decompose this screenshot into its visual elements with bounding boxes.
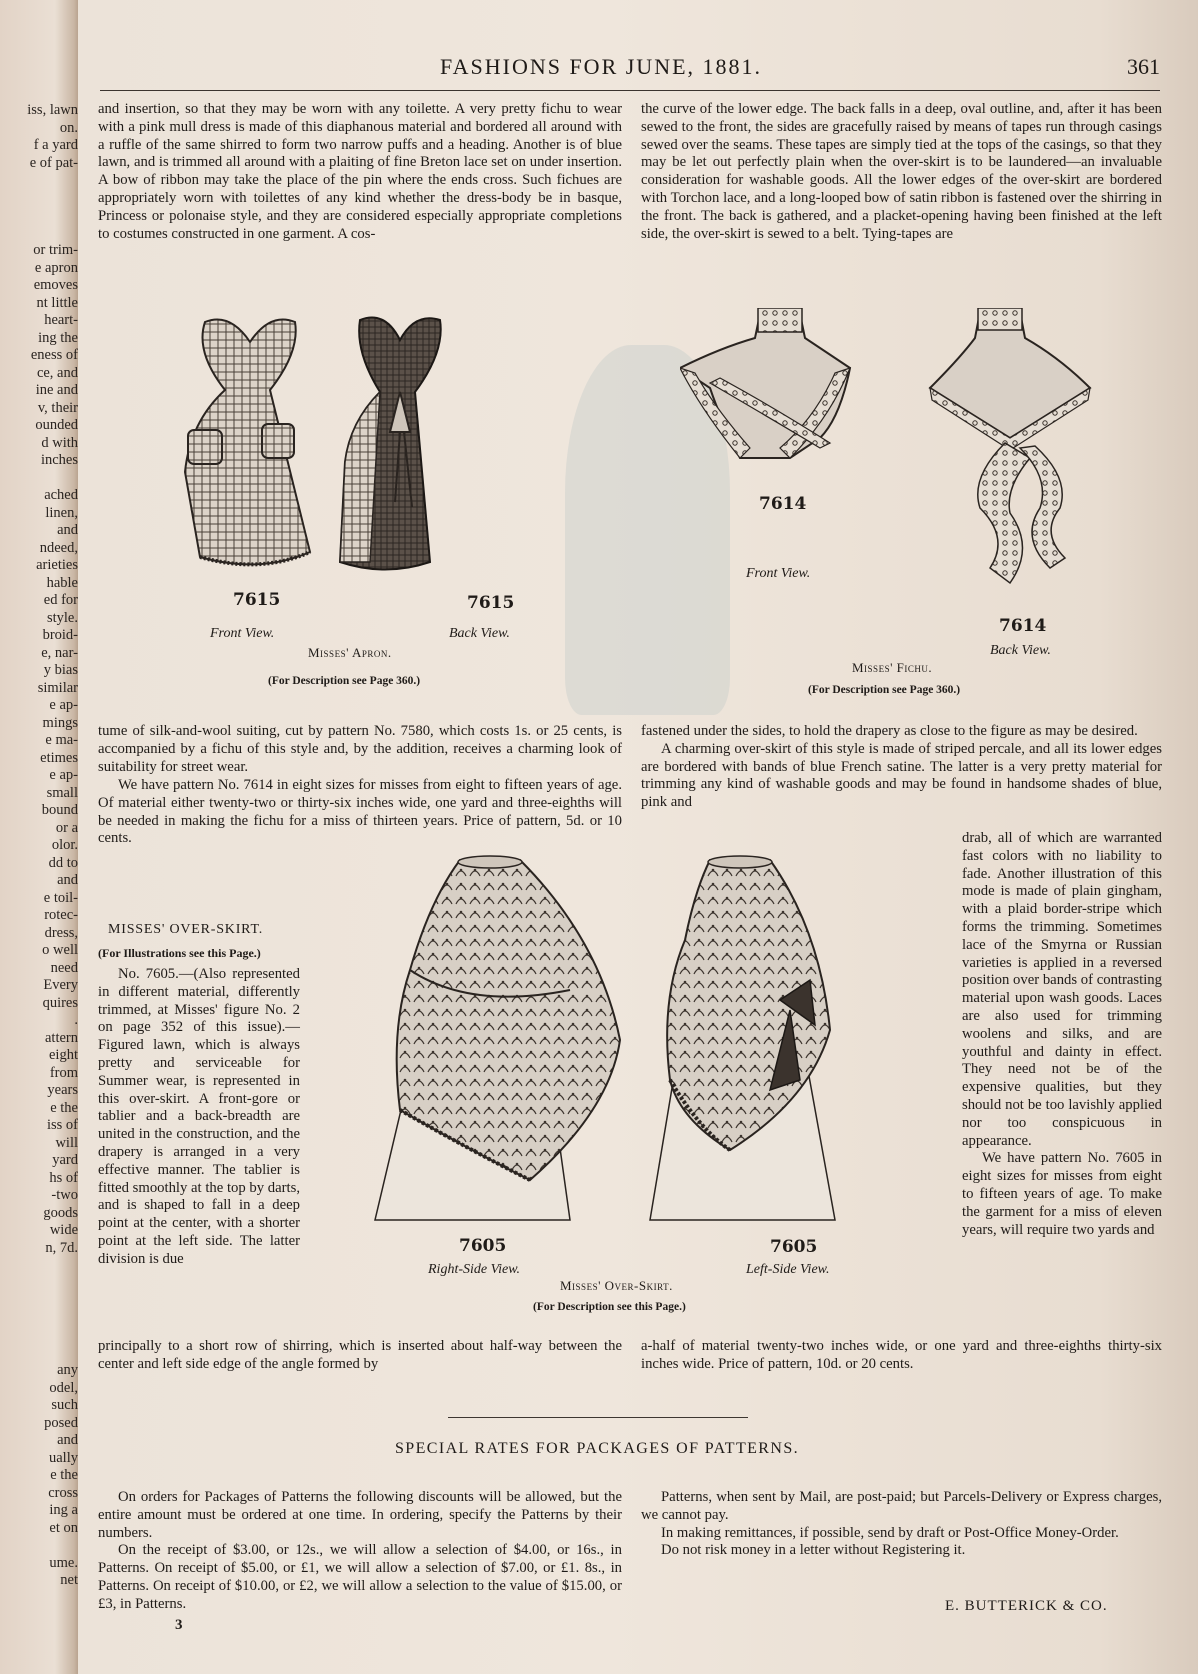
gutter-text-line: ached <box>44 487 78 503</box>
gutter-text-line: on. <box>59 119 78 136</box>
apron-front-drawing <box>185 320 310 565</box>
gutter-text-line: nt little <box>36 294 78 311</box>
gutter-text-line: o well <box>42 942 78 958</box>
apron-caption: Misses' Apron. <box>308 645 392 660</box>
paragraph: We have pattern No. 7605 in eight sizes for misses from eight to fifteen years of age. To make the garment for a miss of eleven years, will require two yards and <box>962 1150 1162 1238</box>
gutter-text-line: or a <box>55 819 78 836</box>
skirt-caption: Misses' Over-Skirt. <box>560 1278 673 1293</box>
gutter-text-line: ounded <box>35 417 78 433</box>
fichu-back-drawing <box>930 308 1090 583</box>
running-head <box>100 50 1160 91</box>
page-folio: 361 <box>1127 54 1160 79</box>
gutter-text-line: style. <box>46 609 78 626</box>
gutter-text-line: v, their <box>37 399 78 416</box>
gutter-text-line: need <box>50 959 78 976</box>
gutter-text-line: bound <box>41 802 78 818</box>
paragraph: Do not risk money in a letter without Registering it. <box>661 1542 966 1559</box>
mid-left-column <box>98 723 622 776</box>
paragraph: a-half of material twenty-two inches wide, or one yard and three-eighths thirty-six inches wide. Price of pattern, 10d. or 20 cents. <box>641 1338 1162 1372</box>
gutter-text-line: ce, and <box>36 364 78 381</box>
paragraph: the curve of the lower edge. The back falls in a deep, oval outline, and, after it has been sewed to the front, the sides are gracefully raised by means of tapes run through casings sewed over the seams. These tapes are simply tied at the tops of the casings, so that they may be let out perfectly plain when the over-skirt is to be laundered—an invaluable consideration for washable goods. All the lower edges of the over-skirt are bordered with Torchon lace, and a long-looped bow of satin ribbon is fastened over the shirring in the front. The back is gathered, and a placket-opening having been finished at the left side, the over-skirt is sewed to a belt. Tying-tapes are <box>641 101 1162 242</box>
skirt-left-view-label: Left-Side View. <box>746 1262 830 1277</box>
paragraph: On orders for Packages of Patterns the following discounts will be allowed, but the entire amount must be ordered at one time. In ordering, specify the Patterns by their numbers. <box>98 1489 622 1541</box>
gutter-text-line: from <box>49 1064 78 1081</box>
gutter-text-line: olor. <box>51 837 78 853</box>
gutter-text-line: e, nar- <box>41 644 78 661</box>
gutter-text-line: Every <box>43 977 78 993</box>
gutter-text-line: quires <box>42 994 78 1011</box>
gutter-text-line: e of pat- <box>29 154 78 171</box>
fichu-description-ref: (For Description see Page 360.) <box>808 684 961 696</box>
fichu-back-number: 7614 <box>999 616 1047 636</box>
paragraph: principally to a short row of shirring, which is inserted about half-way between the center and left side edge of the angle formed by <box>98 1338 622 1372</box>
gutter-text-line: ually <box>49 1449 78 1466</box>
gutter-text-line: net <box>60 1572 78 1588</box>
paragraph: Patterns, when sent by Mail, are post-paid; but Parcels-Delivery or Express charges, we cannot pay. <box>641 1489 1162 1523</box>
gutter-text-line: . <box>74 1012 78 1028</box>
gutter-text-line: emoves <box>33 277 78 293</box>
paragraph: No. 7605.—(Also represented in different material, differently trimmed, at Misses' figure No. 2 on page 352 of this issue).—Figured lawn, which is always pretty and serviceable for Summer wear, is represented in this over-skirt. A front-gore or tablier and a back-breadth are united in the construction, and the drapery is arranged in a very effective manner. The tablier is fitted smoothly at the top by darts, and is shaped to fall in a deep point at the center, with a shorter point at the left side. The latter division is due <box>98 966 300 1267</box>
skirt-right-number: 7605 <box>459 1236 507 1256</box>
gutter-text-line: iss of <box>46 1117 78 1133</box>
gutter-text-line: e ap- <box>49 767 78 783</box>
facing-page-gutter <box>0 0 78 1674</box>
special-rates-right <box>641 1489 1162 1560</box>
gutter-text-line: e ap- <box>49 697 78 713</box>
over-skirt-illustrations <box>370 850 890 1230</box>
gutter-text-line: odel, <box>49 1379 78 1396</box>
over-skirt-right-text <box>962 830 1162 1239</box>
gutter-text-line: rotec- <box>44 907 78 923</box>
apron-back-number: 7615 <box>467 593 515 613</box>
gutter-text-line: and <box>57 872 78 888</box>
gutter-text-line: wide <box>49 1222 78 1238</box>
gutter-text-line: ume. <box>49 1554 78 1571</box>
gutter-text-line: e toil- <box>43 889 78 906</box>
gutter-text-line: f a yard <box>33 137 78 153</box>
gutter-text-line: eness of <box>30 347 78 363</box>
gutter-text-line: ing the <box>38 329 78 346</box>
gutter-text-line: and <box>57 1432 78 1448</box>
gutter-text-line: small <box>46 784 78 801</box>
gutter-text-line: cross <box>48 1484 78 1501</box>
gutter-text-line: hs of <box>49 1169 78 1186</box>
fichu-caption: Misses' Fichu. <box>852 660 933 675</box>
gutter-text-line: ine and <box>35 382 78 398</box>
gutter-text-line: years <box>47 1082 78 1098</box>
gutter-text-line: yard <box>52 1152 78 1168</box>
over-skirt-subhead: (For Illustrations see this Page.) <box>98 946 261 960</box>
skirt-description-ref: (For Description see this Page.) <box>533 1301 686 1313</box>
fichu-front-drawing <box>680 308 850 458</box>
apron-front-view-label: Front View. <box>210 626 275 641</box>
gutter-text-line: goods <box>43 1204 78 1221</box>
gutter-text-line: e the <box>50 1467 78 1483</box>
apron-illustrations <box>150 312 450 597</box>
mid-left-column-2 <box>98 777 622 848</box>
gutter-text-line: will <box>55 1134 78 1151</box>
gutter-text-line: linen, <box>45 504 78 521</box>
gutter-text-line: posed <box>44 1414 78 1431</box>
publisher-signature: E. BUTTERICK & CO. <box>945 1598 1108 1614</box>
skirt-left-side-drawing <box>650 856 835 1220</box>
apron-front-number: 7615 <box>233 590 281 610</box>
mid-right-column <box>641 723 1162 812</box>
gutter-text-line: inches <box>40 452 78 468</box>
continuation-right <box>641 1338 1162 1374</box>
paragraph: In making remittances, if possible, send by draft or Post-Office Money-Order. <box>661 1524 1119 1541</box>
gutter-text-line: d with <box>41 434 78 451</box>
gutter-text-line: any <box>57 1362 78 1378</box>
section-rule <box>448 1417 748 1418</box>
gutter-text-line: etimes <box>40 749 78 766</box>
gutter-text-line: broid- <box>42 627 78 643</box>
apron-back-view-label: Back View. <box>449 626 510 641</box>
page-marker: 3 <box>175 1617 183 1633</box>
gutter-text-line: iss, lawn <box>27 102 78 118</box>
gutter-text-line: -two <box>51 1187 78 1203</box>
gutter-text-line: hable <box>46 574 78 591</box>
apron-back-drawing <box>340 318 441 570</box>
gutter-text-line: e ma- <box>45 732 78 748</box>
paragraph: A charming over-skirt of this style is made of striped percale, and all its lower edges are bordered with bands of blue French satine. The latter is a very pretty material for trimming any kind of washable goods and may be found in handsome shades of blue, pink and <box>641 740 1162 811</box>
fichu-back-view-label: Back View. <box>990 643 1051 658</box>
top-right-column <box>641 101 1162 243</box>
apron-description-ref: (For Description see Page 360.) <box>268 675 421 687</box>
gutter-text-line: arieties <box>36 557 78 573</box>
skirt-right-view-label: Right-Side View. <box>428 1262 521 1277</box>
special-rates-left <box>98 1489 622 1614</box>
paragraph: On the receipt of $3.00, or 12s., we will allow a selection of $4.00, or 16s., in Patterns. On receipt of $5.00, or £1, we will allow a selection of $7.00, or £1. 8s., in Patterns. On receipt of $10.00, or £2, we will allow a selection to the value of $15.00, or £3, in Patterns. <box>98 1542 622 1612</box>
gutter-text-line: eight <box>49 1047 78 1063</box>
gutter-text-line: dress, <box>44 924 78 941</box>
fichu-illustrations <box>680 308 1120 638</box>
gutter-text-line: attern <box>44 1029 78 1046</box>
gutter-text-line: n, 7d. <box>45 1239 78 1256</box>
running-title: FASHIONS FOR JUNE, 1881. <box>440 54 763 79</box>
fichu-front-number: 7614 <box>759 494 807 514</box>
paragraph: fastened under the sides, to hold the drapery as close to the figure as may be desired. <box>641 723 1138 739</box>
gutter-text-line: or trim- <box>33 242 78 258</box>
gutter-text-line: dd to <box>48 854 78 871</box>
paragraph: tume of silk-and-wool suiting, cut by pattern No. 7580, which costs 1s. or 25 cents, is accompanied by a fichu of this style and, by the addition, receives a charming look of suitability for street wear. <box>98 723 622 775</box>
gutter-text-line: e apron <box>34 259 78 276</box>
continuation-left <box>98 1338 622 1374</box>
over-skirt-heading: MISSES' OVER-SKIRT. <box>108 922 264 937</box>
paragraph: We have pattern No. 7614 in eight sizes for misses from eight to fifteen years of age. Of material either twenty-two or thirty-six inches wide, one yard and three-eighths will be needed in making the fichu for a miss of thirteen years. Price of pattern, 5d. or 10 cents. <box>98 777 622 847</box>
special-rates-title: SPECIAL RATES FOR PACKAGES OF PATTERNS. <box>395 1440 800 1457</box>
gutter-text-line: and <box>57 522 78 538</box>
skirt-right-side-drawing <box>375 856 620 1220</box>
gutter-text-line: ndeed, <box>39 539 78 556</box>
gutter-text-line: heart- <box>44 312 78 328</box>
gutter-text-line: e the <box>50 1099 78 1116</box>
fichu-front-view-label: Front View. <box>746 566 811 581</box>
skirt-left-number: 7605 <box>770 1237 818 1257</box>
gutter-text-line: mings <box>42 714 78 731</box>
over-skirt-left-text <box>98 966 300 1269</box>
top-left-column <box>98 101 622 243</box>
gutter-text-line: ed for <box>43 592 78 608</box>
paragraph: drab, all of which are warranted fast colors with no liability to fade. Another illustration of this mode is made of plain gingham, with a plaid border-stripe which forms the trimming. Sometimes lace of the Smyrna or Russian varieties is applied in a reversed position over bands of contrasting material upon wash goods. Laces are also used for trimming woolens and silks, and are youthful and dainty in effect. They need not be of the expensive qualities, but they should not be too lavishly applied nor too conspicuous in appearance. <box>962 830 1162 1149</box>
gutter-text-line: y bias <box>43 662 78 678</box>
paragraph: and insertion, so that they may be worn with any toilette. A very pretty fichu to wear with a pink mull dress is made of this diaphanous material and bordered all around with a ruffle of the same shirred to form two narrow puffs and a heading. Another is of blue lawn, and is trimmed all around with a plaiting of fine Breton lace set on under insertion. A bow of ribbon may take the place of the pin where the ends cross. Such fichues are appropriately worn with toilettes of any kind whether the dress-body be in basque, Princess or polonaise style, and they are considered especially appropriate completions to costumes constructed in one garment. A cos- <box>98 101 622 242</box>
gutter-text-line: ing a <box>49 1502 78 1518</box>
gutter-text-line: such <box>51 1397 78 1413</box>
gutter-text-line: et on <box>49 1519 78 1536</box>
gutter-text-line: similar <box>37 679 78 696</box>
